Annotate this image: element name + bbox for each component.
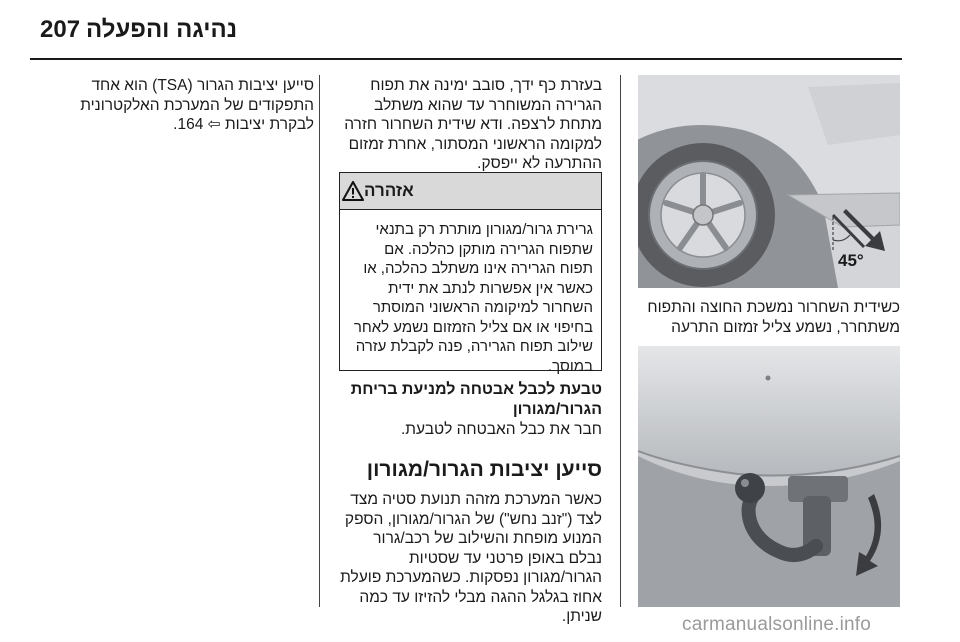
warning-triangle-icon: [342, 181, 364, 201]
tow-ball-stowing-illustration: [638, 346, 900, 607]
angle-label: 45°: [838, 251, 864, 270]
warning-text: גרירת גרור/מגורון מותרת רק בתנאי שתפוח הגרירה מותקן כהלכה. אם תפוח הגרירה אינו משתלב כהלכה, או כאשר אין אפשרות לנתב את ידית השחרור למיקומה הראשוני המוסתר בחיפוי או אם צליל הזמזום נשמע לאחר שילוב תפוח הגרירה, פנה לקבלת עזרה במוסך.: [353, 221, 593, 375]
column-divider-left: [319, 75, 320, 607]
security-cable-ring-text: חבר את כבל האבטחה לטבעת.: [400, 421, 602, 438]
trailer-stability-heading: סייען יציבות הגרור/מגורון: [366, 458, 602, 481]
warning-box: [339, 172, 602, 375]
tow-ball-stow-paragraph: בעזרת כף ידך, סובב ימינה את תפוח הגרירה המשוחרר עד שהוא משתלב מתחת לרצפה. ודא שידית השחרור חזרה למקומה הראשוני המסתור, אחרת זמזום ההתרעה לא ייפסק.: [344, 77, 602, 172]
warning-title: אזהרה: [364, 181, 414, 200]
figure-1-caption: כשידית השחרור נמשכת החוצה והתפוח משתחרר, נשמע צליל זמזום התרעה: [647, 299, 900, 336]
tow-ball-release-figure: [638, 75, 900, 288]
warning-header: [340, 173, 601, 210]
page-number: 207: [40, 16, 81, 43]
tow-ball-stowing-figure: [638, 346, 900, 607]
section-title: נהיגה והפעלה: [86, 16, 238, 43]
trailer-stability-paragraph: כאשר המערכת מזהה תנועת סטיה מצד לצד ("זנב נחש") של הגרור/מגורון, הספק המנוע מופחת והשילוב של רכב/גרור נבלם באופן פרטני עד שסטיות הגרור/מגורון נפסקות. כשהמערכת פועלת אחוז בגלגל ההגה מבלי להזיזו עד כמה שניתן.: [340, 491, 602, 625]
column-divider-right: [620, 75, 621, 607]
security-cable-ring-heading: טבעת לכבל אבטחה למניעת בריחת הגרור/מגורון: [350, 381, 602, 418]
watermark[interactable]: carmanualsonline.info: [682, 614, 872, 635]
tsa-intro-paragraph: סייען יציבות הגרור (TSA) הוא אחד התפקודים של המערכת האלקטרונית לבקרת יציבות ⇦ 164.: [80, 77, 314, 133]
header-divider: [30, 58, 902, 60]
